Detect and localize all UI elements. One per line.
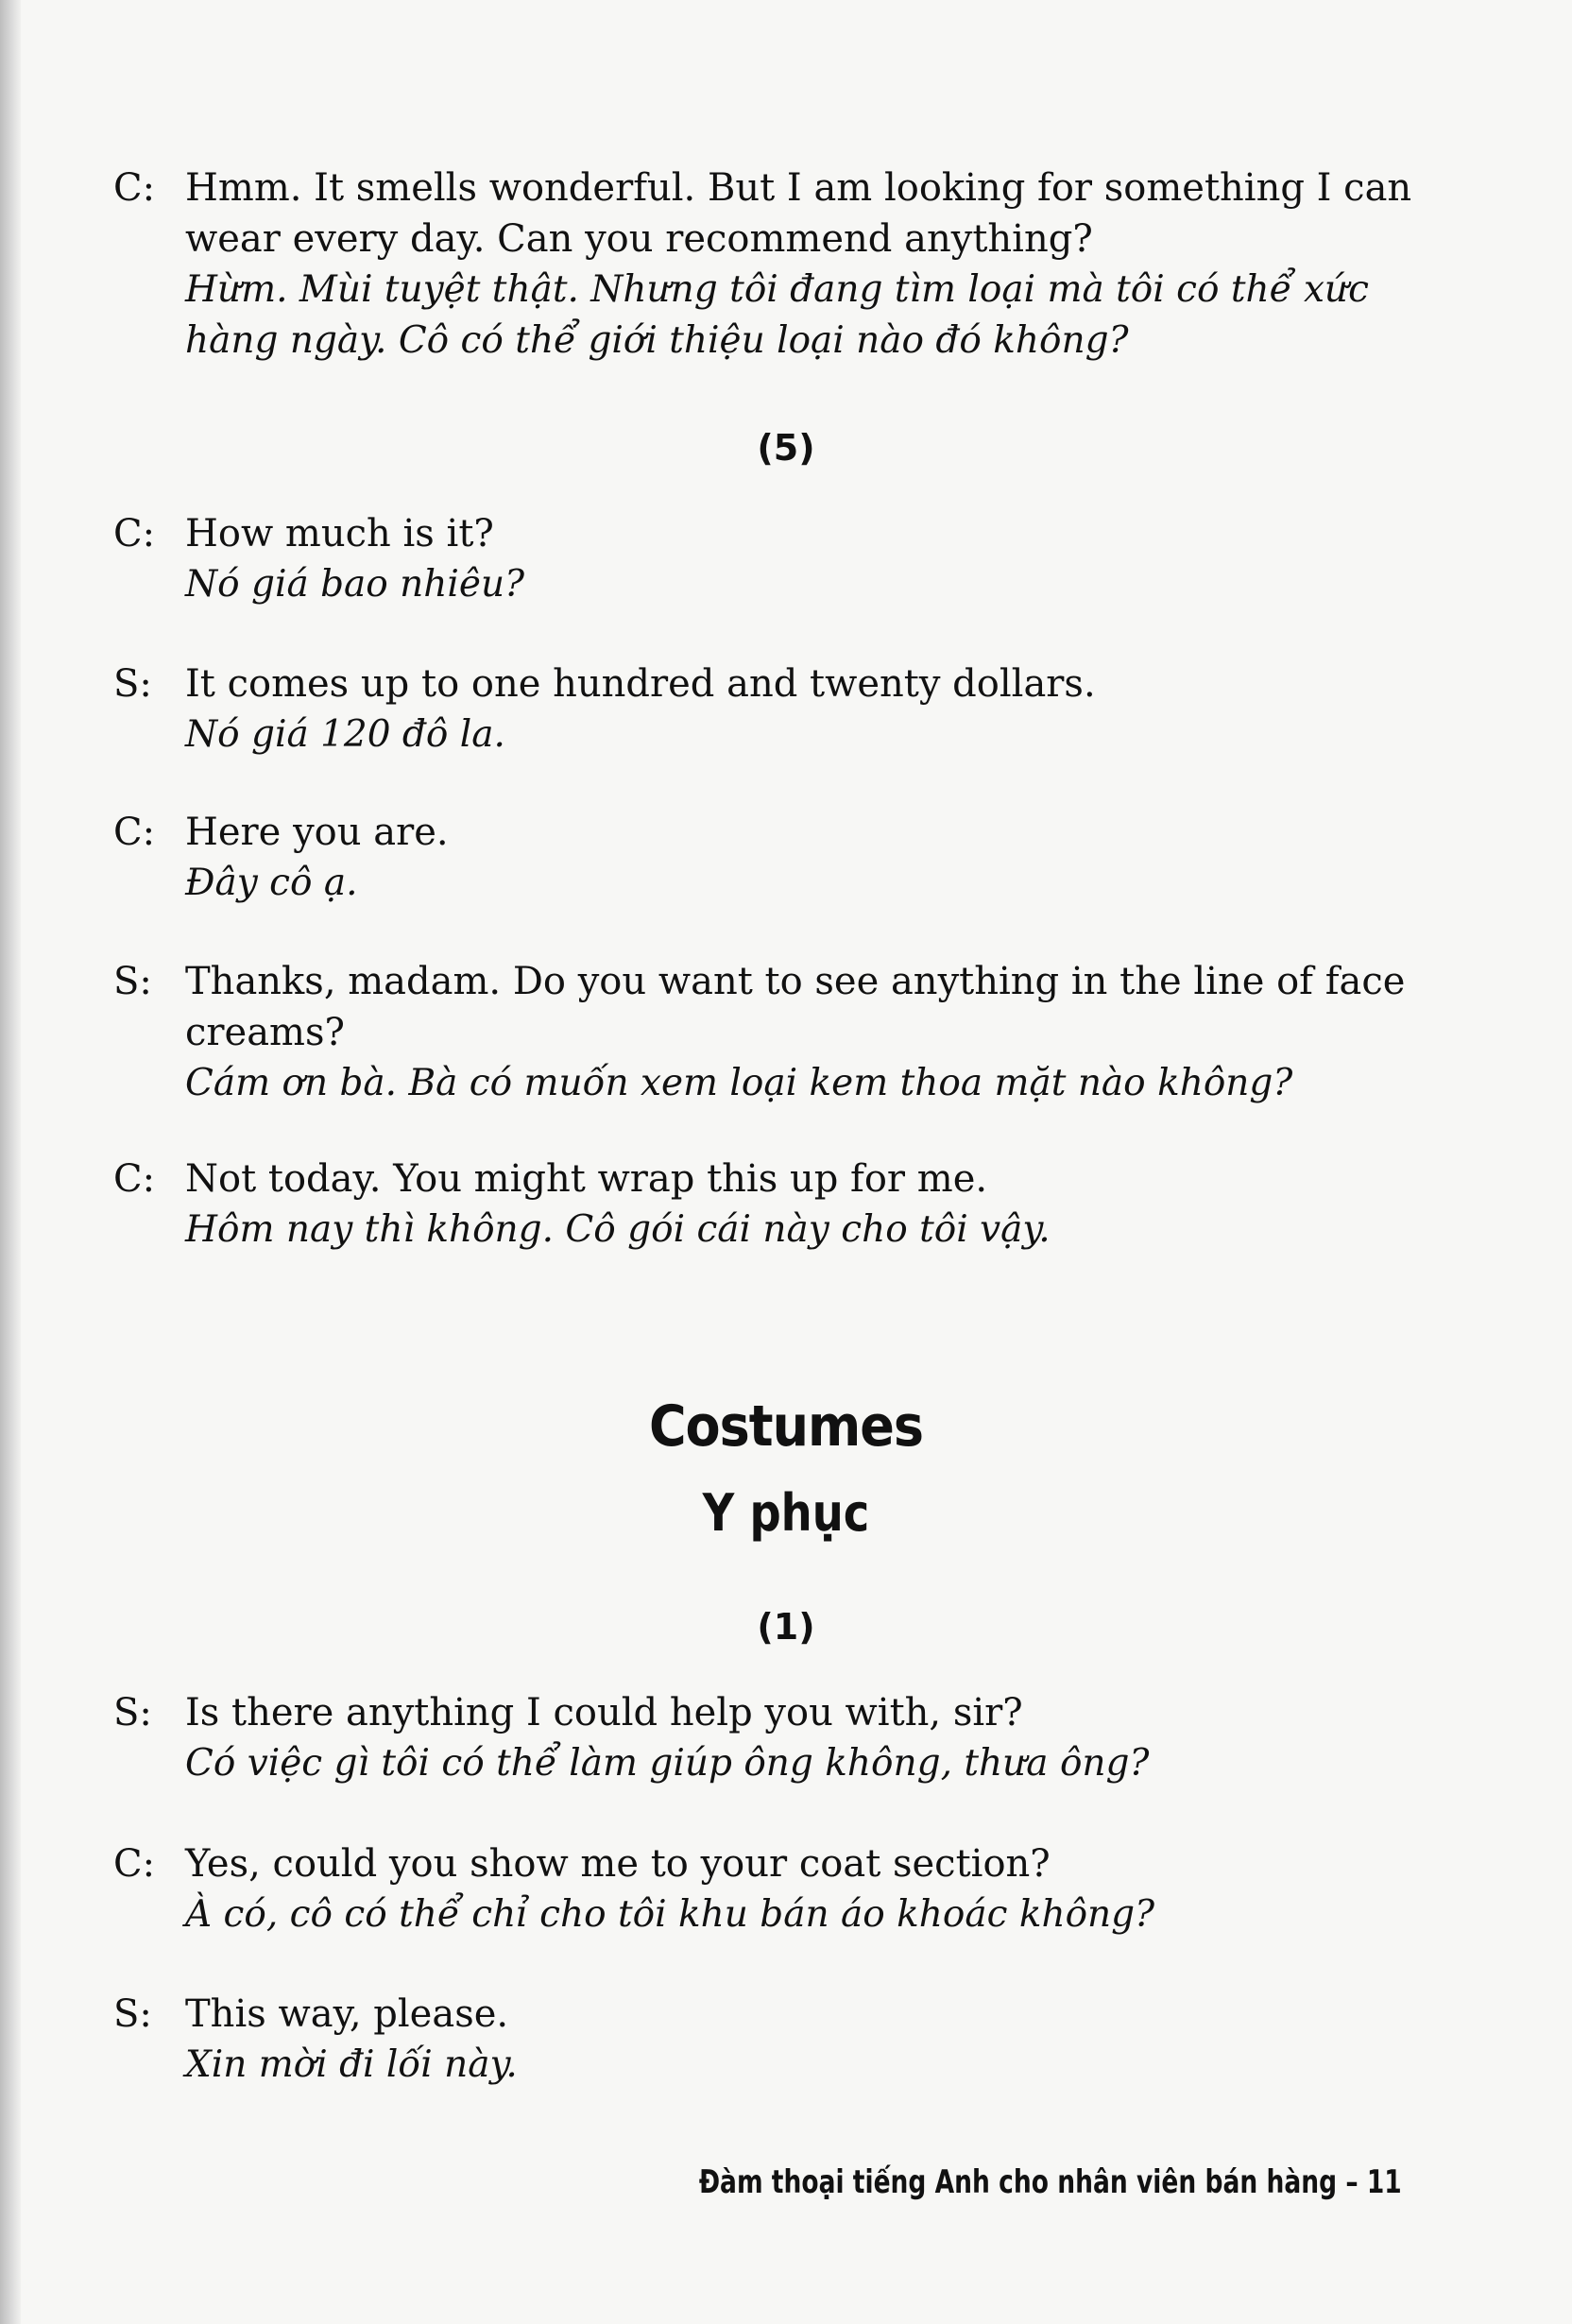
section-title-english: Costumes (648, 1393, 924, 1460)
speaker-label: C: (113, 1842, 156, 1886)
section-number: (1) (757, 1606, 815, 1648)
section-title-vietnamese: Y phục (702, 1483, 870, 1543)
vietnamese-text: Có việc gì tôi có thể làm giúp ông không, thưa ông? (185, 1742, 1150, 1785)
english-text: Yes, could you show me to your coat section? (185, 1842, 1051, 1886)
dialogue-line (113, 1687, 1436, 1789)
speaker-label: S: (113, 662, 152, 706)
dialogue-line (113, 162, 1436, 367)
speaker-label: S: (113, 1992, 152, 2036)
english-text: Hmm. It smells wonderful. But I am looking for something I can wear every day. Can you recommend anything? (185, 166, 1412, 261)
dialogue-line (113, 807, 1436, 909)
dialogue-line (113, 508, 1436, 610)
vietnamese-text: Hừm. Mùi tuyệt thật. Nhưng tôi đang tìm loại mà tôi có thể xức hàng ngày. Cô có thể giới thiệu loại nào đó không? (185, 268, 1369, 362)
english-text: It comes up to one hundred and twenty dollars. (185, 662, 1096, 706)
dialogue-line (113, 1153, 1436, 1256)
speaker-label: C: (113, 512, 156, 555)
page-footer: Đàm thoại tiếng Anh cho nhân viên bán hàng – 11 (699, 2163, 1402, 2201)
speaker-label: C: (113, 166, 156, 210)
dialogue-line (113, 1989, 1436, 2091)
section-number: (5) (757, 427, 815, 469)
vietnamese-text: À có, cô có thể chỉ cho tôi khu bán áo khoác không? (185, 1893, 1155, 1936)
english-text: Here you are. (185, 811, 449, 854)
english-text: Is there anything I could help you with, sir? (185, 1691, 1023, 1734)
dialogue-line (113, 956, 1436, 1109)
vietnamese-text: Đây cô ạ. (185, 862, 358, 904)
vietnamese-text: Nó giá 120 đô la. (185, 713, 505, 756)
english-text: Not today. You might wrap this up for me. (185, 1157, 988, 1201)
vietnamese-text: Hôm nay thì không. Cô gói cái này cho tôi vậy. (185, 1208, 1051, 1251)
speaker-label: C: (113, 811, 156, 854)
vietnamese-text: Cám ơn bà. Bà có muốn xem loại kem thoa mặt nào không? (185, 1062, 1293, 1104)
english-text: Thanks, madam. Do you want to see anything in the line of face creams? (185, 960, 1406, 1054)
dialogue-line (113, 658, 1436, 760)
speaker-label: S: (113, 1691, 152, 1734)
vietnamese-text: Nó giá bao nhiêu? (185, 563, 524, 606)
english-text: This way, please. (185, 1992, 509, 2036)
speaker-label: S: (113, 960, 152, 1003)
english-text: How much is it? (185, 512, 494, 555)
dialogue-line (113, 1838, 1436, 1940)
speaker-label: C: (113, 1157, 156, 1201)
vietnamese-text: Xin mời đi lối này. (185, 2043, 518, 2086)
